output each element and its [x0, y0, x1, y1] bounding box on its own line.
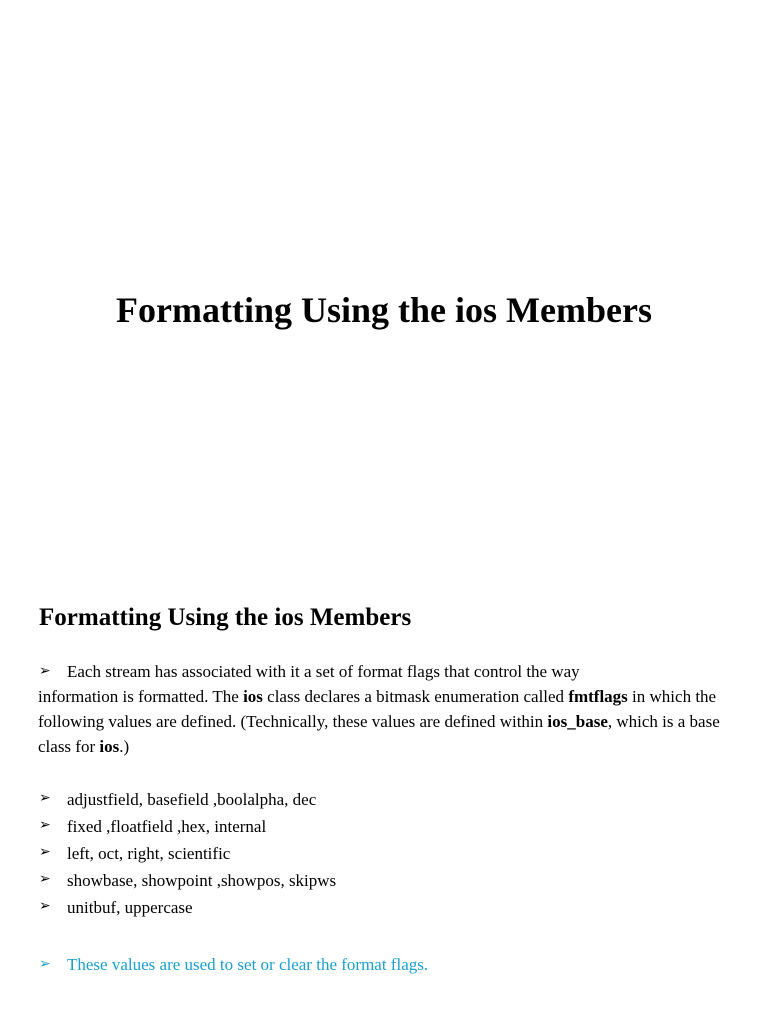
list-item [38, 813, 336, 840]
slide-2 [0, 512, 768, 1024]
intro-line1-text: Each stream has associated with it a set of format flags that control the way [67, 662, 580, 681]
ios-base-keyword: ios_base [547, 712, 608, 731]
intro-first-line [38, 659, 738, 684]
arrow-bullet-icon: ➢ [39, 898, 51, 914]
intro-text-3: in which the following values are defined. (Technically, these values are defined within [38, 687, 717, 731]
list-item [38, 867, 336, 894]
list-item-text: left, oct, right, scientific [67, 844, 231, 863]
ios-keyword: ios [243, 687, 263, 706]
intro-text-1: information is formatted. The [38, 687, 244, 706]
arrow-bullet-icon: ➢ [39, 663, 51, 679]
intro-text-4: , which is a base class for [38, 712, 720, 756]
arrow-bullet-icon: ➢ [39, 844, 51, 860]
list-item-text: fixed ,floatfield ,hex, internal [67, 817, 267, 836]
arrow-bullet-icon: ➢ [39, 817, 51, 833]
note-text: These values are used to set or clear the format flags. [67, 955, 429, 974]
list-item [38, 894, 336, 921]
list-item-text: adjustfield, basefield ,boolalpha, dec [67, 790, 317, 809]
note-line [38, 951, 428, 978]
list-item [38, 840, 336, 867]
arrow-bullet-icon: ➢ [39, 871, 51, 887]
fmtflags-keyword: fmtflags [568, 687, 628, 706]
slide1-title: Formatting Using the ios Members [116, 290, 652, 330]
intro-paragraph [38, 659, 738, 759]
slide2-title: Formatting Using the ios Members [39, 604, 412, 631]
flag-list [38, 786, 336, 921]
arrow-bullet-icon: ➢ [39, 956, 51, 972]
list-item-text: showbase, showpoint ,showpos, skipws [67, 871, 337, 890]
ios-keyword-2: ios [99, 737, 120, 756]
intro-text-5: .) [119, 737, 130, 756]
intro-text-2: class declares a bitmask enumeration called [262, 687, 569, 706]
list-item-text: unitbuf, uppercase [67, 898, 193, 917]
list-item [38, 786, 336, 813]
arrow-bullet-icon: ➢ [39, 790, 51, 806]
